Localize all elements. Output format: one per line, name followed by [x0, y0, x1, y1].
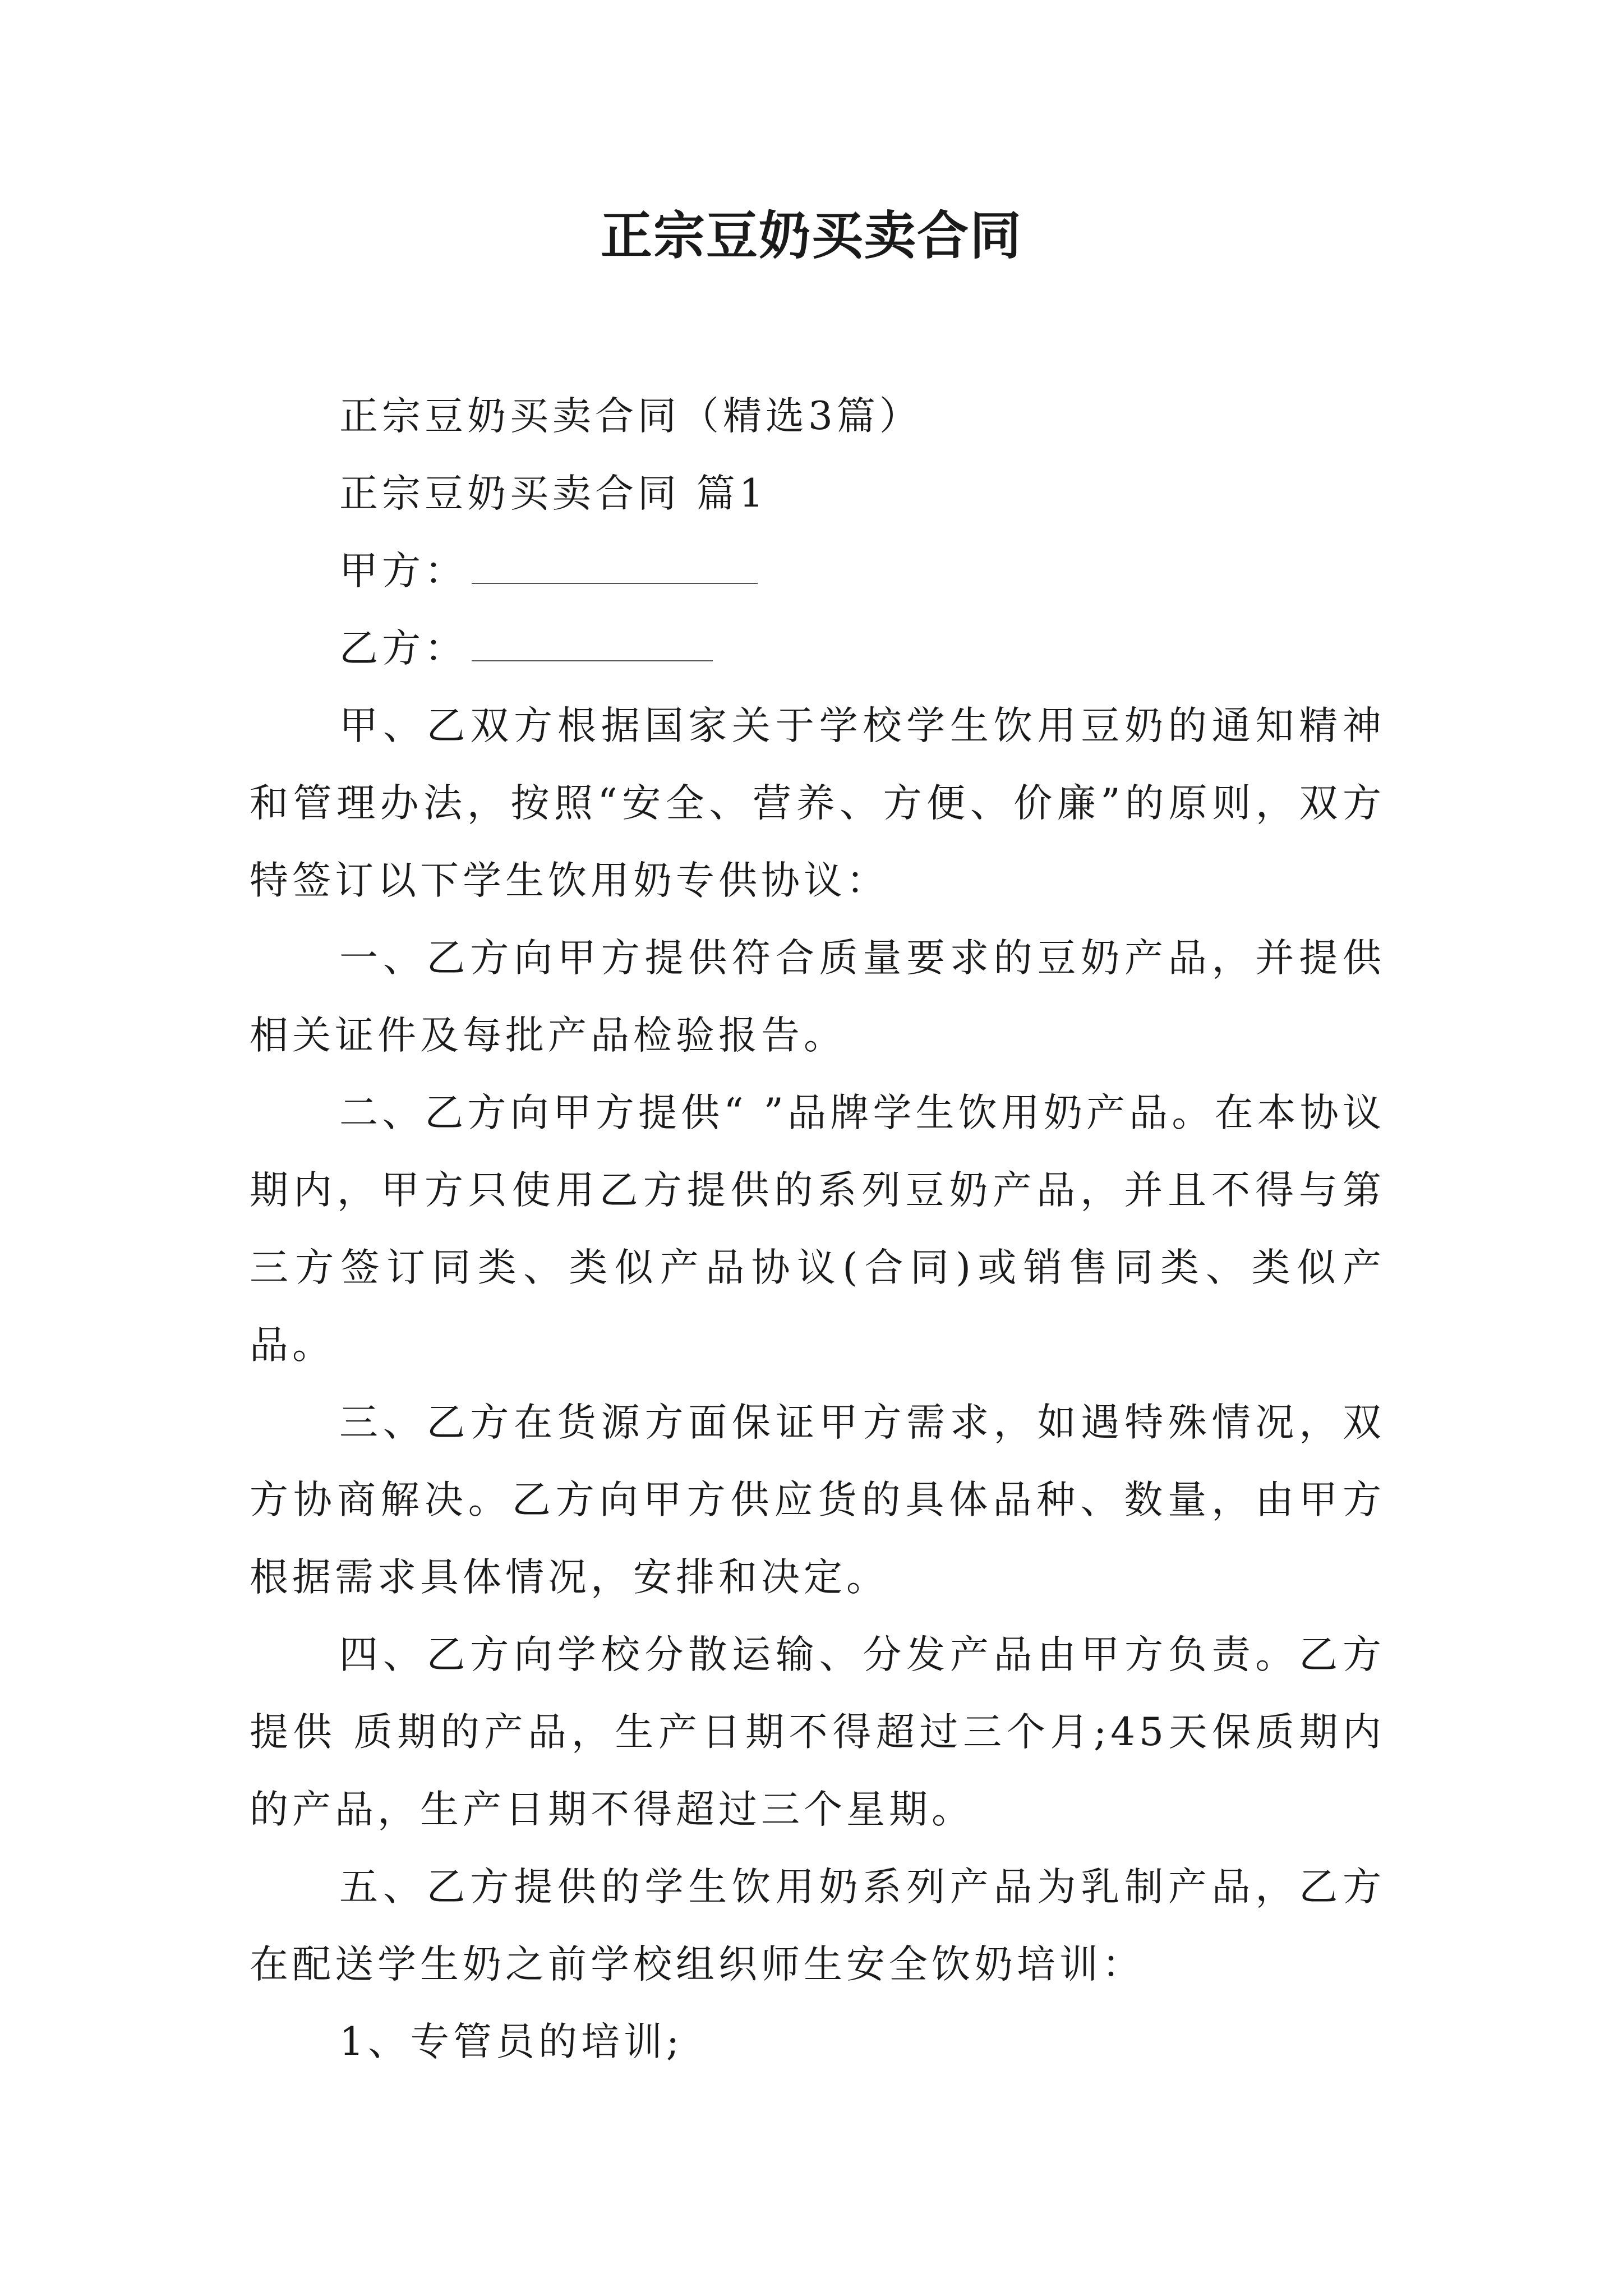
document-subtitle: 正宗豆奶买卖合同（精选3篇）: [339, 394, 922, 439]
paragraph-intro: 甲、乙双方根据国家关于学校学生饮用豆奶的通知精神和管理办法，按照“安全、营养、方便、价廉”的原则，双方特签订以下学生饮用奶专供协议：: [250, 703, 1385, 903]
party-a-line: [250, 532, 1385, 610]
paragraph-item-1: 1、专管员的培训;: [339, 2019, 684, 2064]
document-body: [250, 378, 1385, 2081]
party-a-label: 甲方：: [339, 549, 467, 593]
paragraph-clause-1: 一、乙方向甲方提供符合质量要求的豆奶产品，并提供相关证件及每批产品检验报告。: [250, 936, 1385, 1058]
party-a-blank: [472, 558, 758, 584]
paragraph-clause-2: 二、乙方向甲方提供“ ”品牌学生饮用奶产品。在本协议期内，甲方只使用乙方提供的系列豆奶产品，并且不得与第三方签订同类、类似产品协议(合同)或销售同类、类似产品。: [250, 1091, 1385, 1368]
paragraph-clause-3: 三、乙方在货源方面保证甲方需求，如遇特殊情况，双方协商解决。乙方向甲方供应货的具体品种、数量，由甲方根据需求具体情况，安排和决定。: [250, 1400, 1385, 1600]
section-heading: 正宗豆奶买卖合同 篇1: [339, 471, 768, 516]
paragraph-clause-5: 五、乙方提供的学生饮用奶系列产品为乳制产品，乙方在配送学生奶之前学校组织师生安全饮奶培训：: [250, 1865, 1385, 1987]
party-b-blank: [472, 636, 713, 661]
paragraph-clause-4: 四、乙方向学校分散运输、分发产品由甲方负责。乙方提供 质期的产品，生产日期不得超过三个月;45天保质期内的产品，生产日期不得超过三个星期。: [250, 1632, 1385, 1832]
document-title: 正宗豆奶买卖合同: [600, 205, 1022, 266]
party-b-label: 乙方：: [339, 626, 467, 671]
party-b-line: [250, 610, 1385, 687]
